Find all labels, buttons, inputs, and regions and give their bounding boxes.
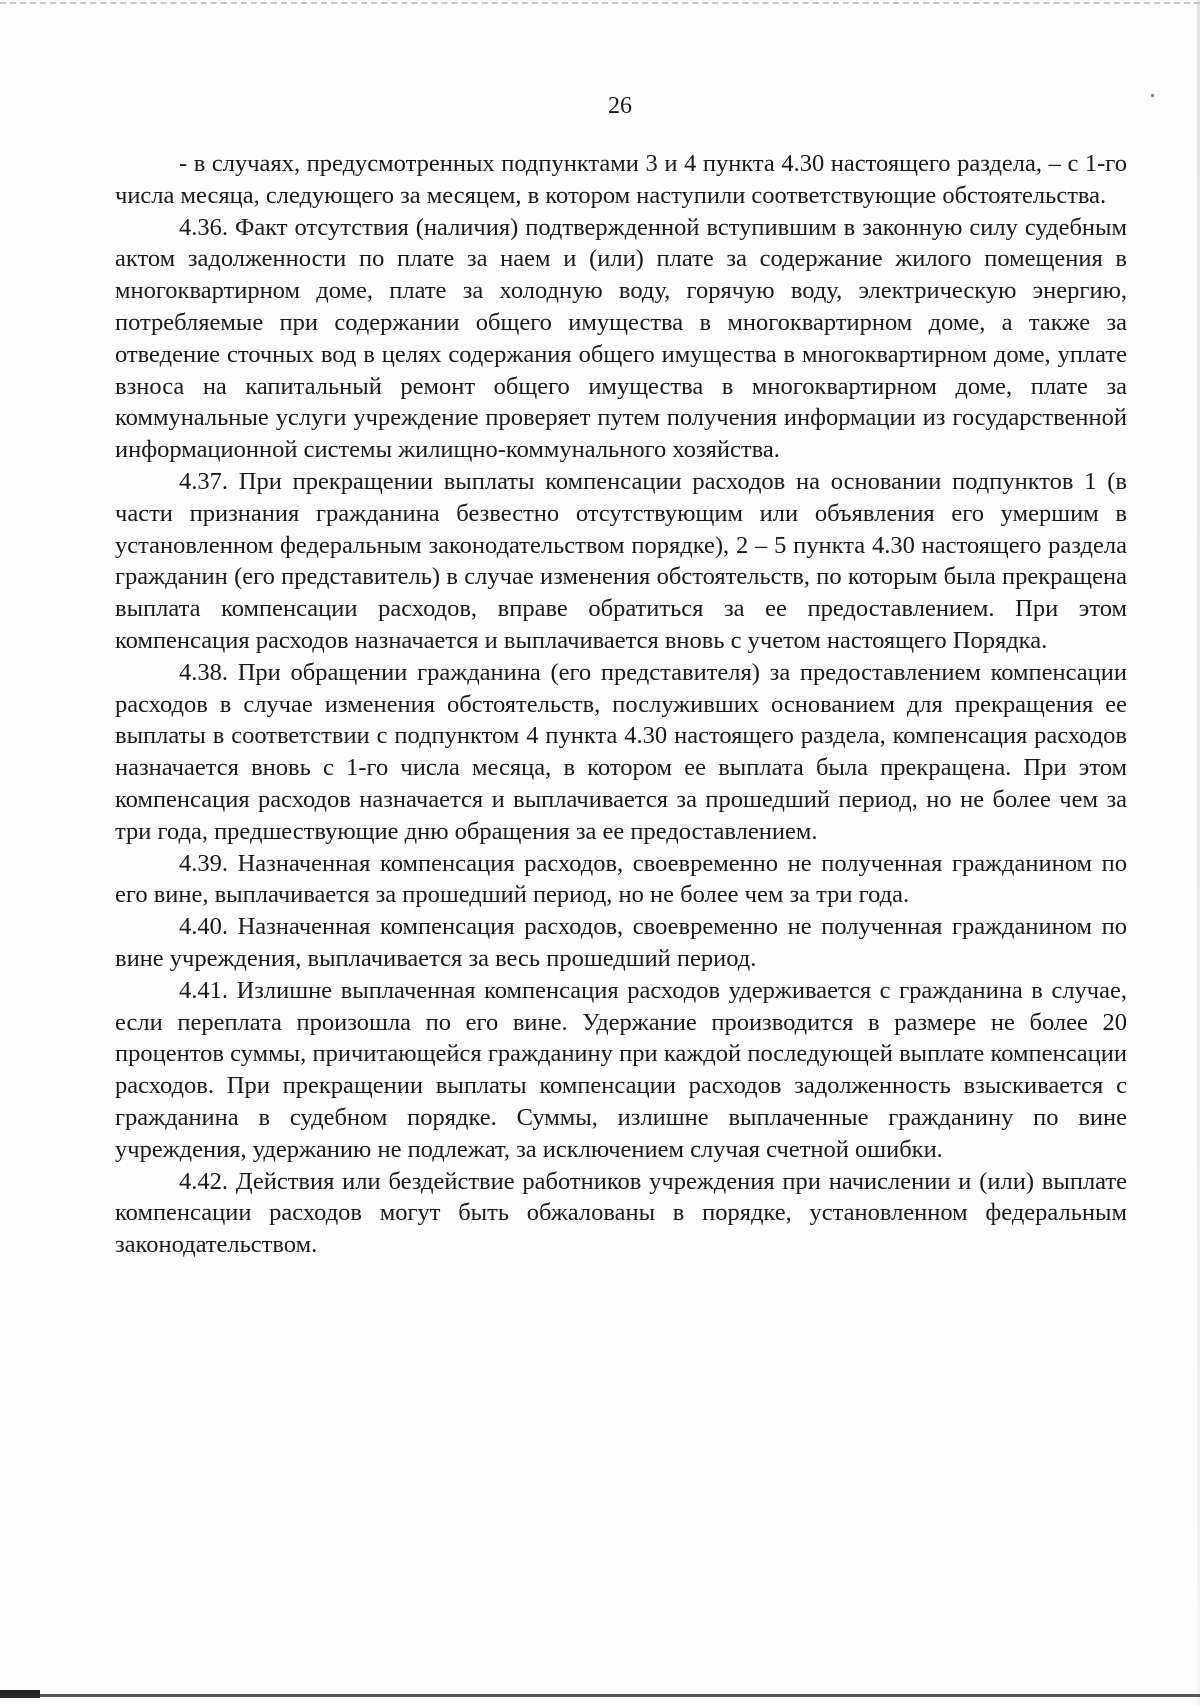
paragraph-4-37: 4.37. При прекращении выплаты компенсации расходов на основании подпунктов 1 (в части признания гражданина безвестно отсутствующим или объявления его умершим в установленном федеральным законодательством порядке), 2 – 5 пункта 4.30 настоящего раздела гражданин (его представитель) в случае изменения обстоятельств, по которым была прекращена выплата компенсации расходов, вправе обратиться за ее предоставлением. При этом компенсация расходов назначается и выплачивается вновь с учетом настоящего Порядка. bbox=[115, 467, 1127, 654]
page-number: 26 bbox=[608, 93, 632, 119]
scan-top-edge bbox=[0, 2, 1200, 4]
paragraph-4-39: 4.39. Назначенная компенсация расходов, своевременно не полученная гражданином по его вине, выплачивается за прошедший период, но не более чем за три года. bbox=[115, 849, 1127, 909]
paragraph-4-36: 4.36. Факт отсутствия (наличия) подтвержденной вступившим в законную силу судебным актом задолженности по плате за наем и (или) плате за содержание жилого помещения в многоквартирном доме, плате за холодную воду, горячую воду, электрическую энергию, потребляемые при содержании общего имущества в многоквартирном доме, а также за отведение сточных вод в целях содержания общего имущества в многоквартирном доме, уплате взноса на капитальный ремонт общего имущества в многоквартирном доме, плате за коммунальные услуги учреждение проверяет путем получения информации из государственной информационной системы жилищно-коммунального хозяйства. bbox=[115, 213, 1127, 464]
paragraph-4-40: 4.40. Назначенная компенсация расходов, своевременно не полученная гражданином по вине учреждения, выплачивается за весь прошедший период. bbox=[115, 913, 1127, 972]
paragraph-4-41: 4.41. Излишне выплаченная компенсация расходов удерживается с гражданина в случае, если переплата произошла по его вине. Удержание производится в размере не более 20 процентов суммы, причитающейся гражданину при каждой последующей выплате компенсации расходов. При прекращении выплаты компенсации расходов задолженность взыскивается с гражданина в судебном порядке. Суммы, излишне выплаченные гражданину по вине учреждения, удержанию не подлежат, за исключением случая счетной ошибки. bbox=[115, 976, 1127, 1163]
paragraph-4-42: 4.42. Действия или бездействие работников учреждения при начислении и (или) выплате компенсации расходов могут быть обжалованы в порядке, установленном федеральным законодательством. bbox=[115, 1167, 1127, 1259]
paragraph-4-35-continuation: - в случаях, предусмотренных подпунктами 3 и 4 пункта 4.30 настоящего раздела, – с 1-го числа месяца, следующего за месяцем, в котором наступили соответствующие обстоятельства. bbox=[115, 150, 1127, 209]
scan-bottom-edge bbox=[0, 1694, 1200, 1697]
document-body bbox=[115, 148, 1127, 1261]
paragraph-4-38: 4.38. При обращении гражданина (его представителя) за предоставлением компенсации расходов в случае изменения обстоятельств, послуживших основанием для прекращения ее выплаты в соответствии с подпунктом 4 пункта 4.30 настоящего раздела, компенсация расходов назначается вновь с 1-го числа месяца, в котором ее выплата была прекращена. При этом компенсация расходов назначается и выплачивается за прошедший период, но не более чем за три года, предшествующие дню обращения за ее предоставлением. bbox=[115, 658, 1127, 845]
